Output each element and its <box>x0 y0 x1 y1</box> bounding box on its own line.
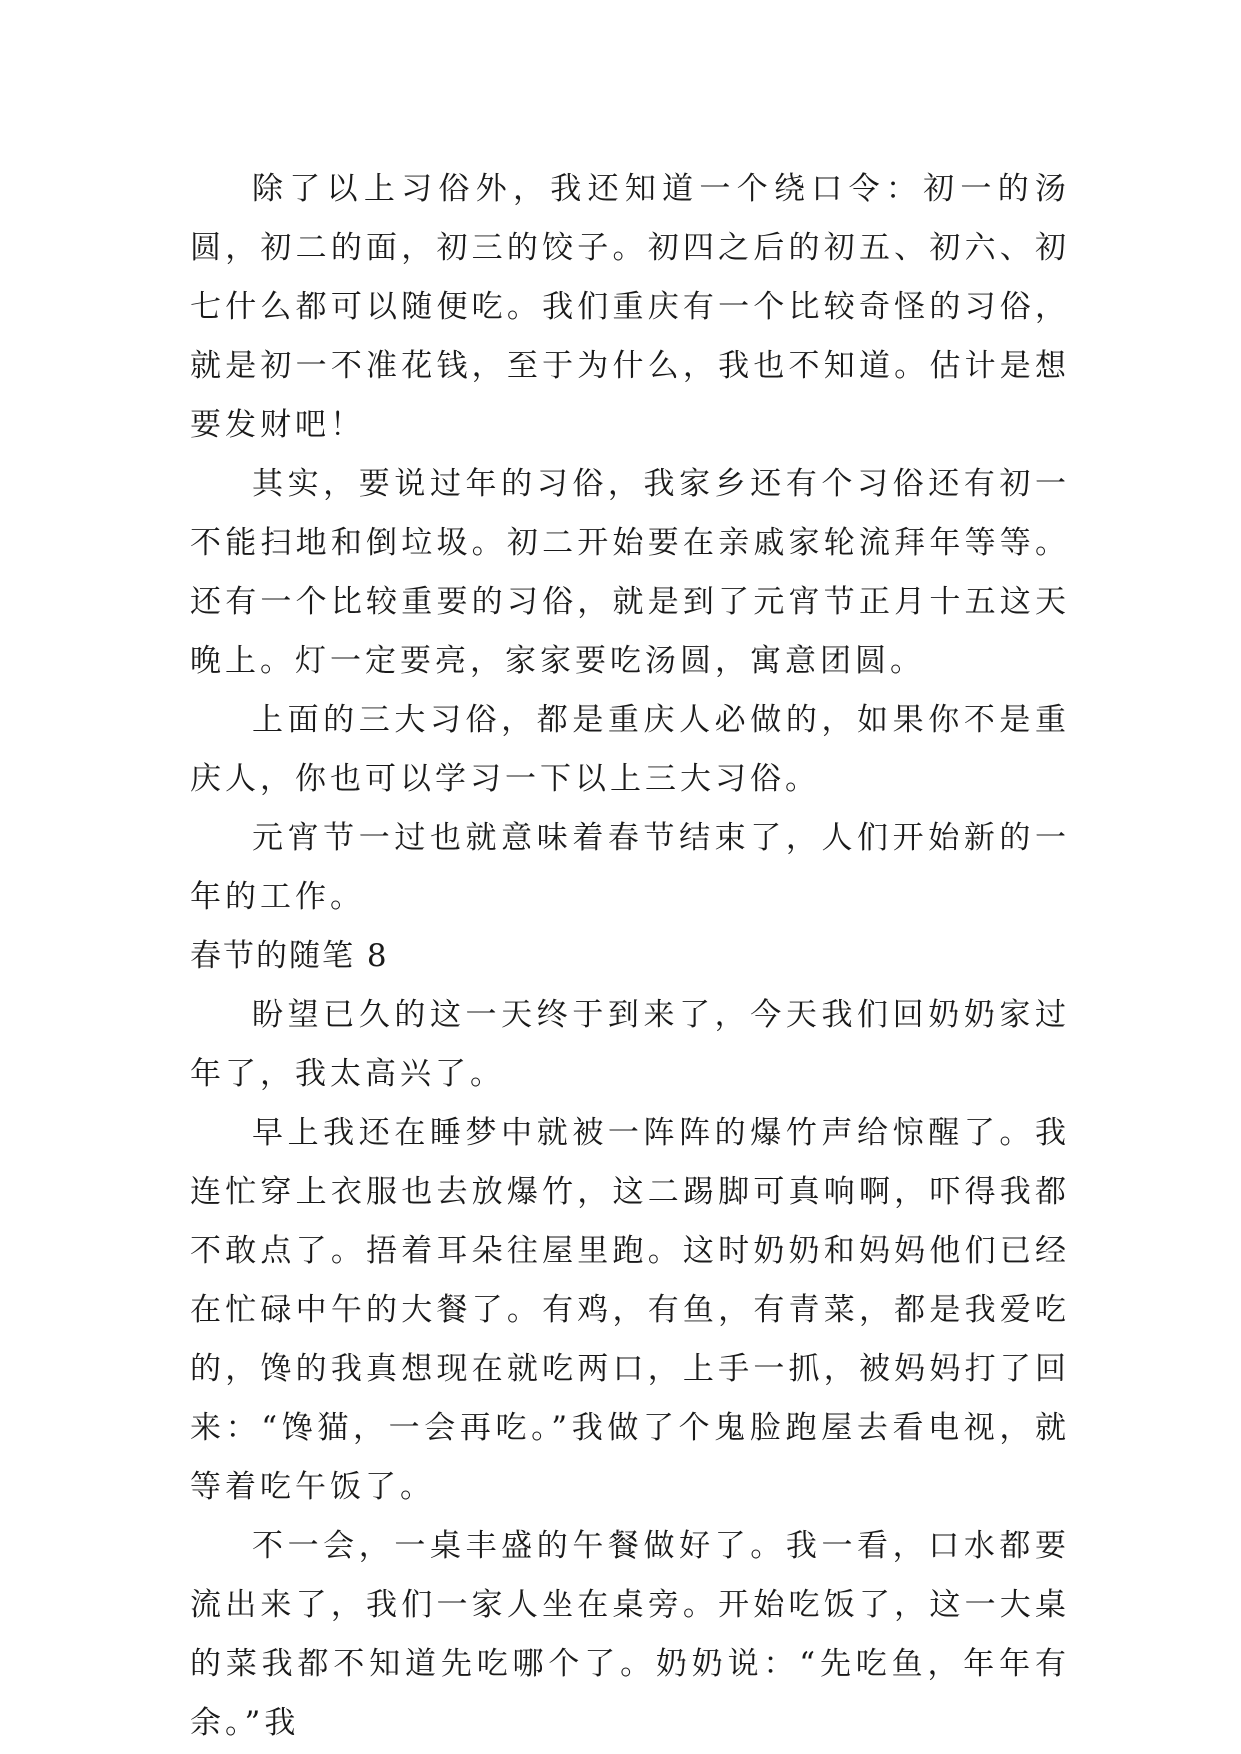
paragraph-awaited-day: 盼望已久的这一天终于到来了，今天我们回奶奶家过年了，我太高兴了。 <box>190 997 1070 1092</box>
essay-title: 春节的随笔 8 <box>190 938 389 974</box>
document-body <box>190 160 1070 1753</box>
paragraph-hometown-customs: 其实，要说过年的习俗，我家乡还有个习俗还有初一不能扫地和倒垃圾。初二开始要在亲戚家轮流拜年等等。还有一个比较重要的习俗，就是到了元宵节正月十五这天晚上。灯一定要亮，家家要吃汤圆，寓意团圆。 <box>190 466 1070 679</box>
paragraph-lunch: 不一会，一桌丰盛的午餐做好了。我一看，口水都要流出来了，我们一家人坐在桌旁。开始吃饭了，这一大桌的菜我都不知道先吃哪个了。奶奶说：“先吃鱼，年年有余。”我 <box>190 1528 1070 1741</box>
paragraph-customs-tongue-twister: 除了以上习俗外，我还知道一个绕口令：初一的汤圆，初二的面，初三的饺子。初四之后的初五、初六、初七什么都可以随便吃。我们重庆有一个比较奇怪的习俗，就是初一不准花钱，至于为什么，我也不知道。估计是想要发财吧！ <box>190 171 1070 443</box>
paragraph-lantern-festival-end: 元宵节一过也就意味着春节结束了，人们开始新的一年的工作。 <box>190 820 1070 915</box>
paragraph-morning-firecrackers: 早上我还在睡梦中就被一阵阵的爆竹声给惊醒了。我连忙穿上衣服也去放爆竹，这二踢脚可真响啊，吓得我都不敢点了。捂着耳朵往屋里跑。这时奶奶和妈妈他们已经在忙碌中午的大餐了。有鸡，有鱼，有青菜，都是我爱吃的，馋的我真想现在就吃两口，上手一抓，被妈妈打了回来：“馋猫，一会再吃。”我做了个鬼脸跑屋去看电视，就等着吃午饭了。 <box>190 1115 1070 1505</box>
paragraph-three-customs: 上面的三大习俗，都是重庆人必做的，如果你不是重庆人，你也可以学习一下以上三大习俗。 <box>190 702 1070 797</box>
